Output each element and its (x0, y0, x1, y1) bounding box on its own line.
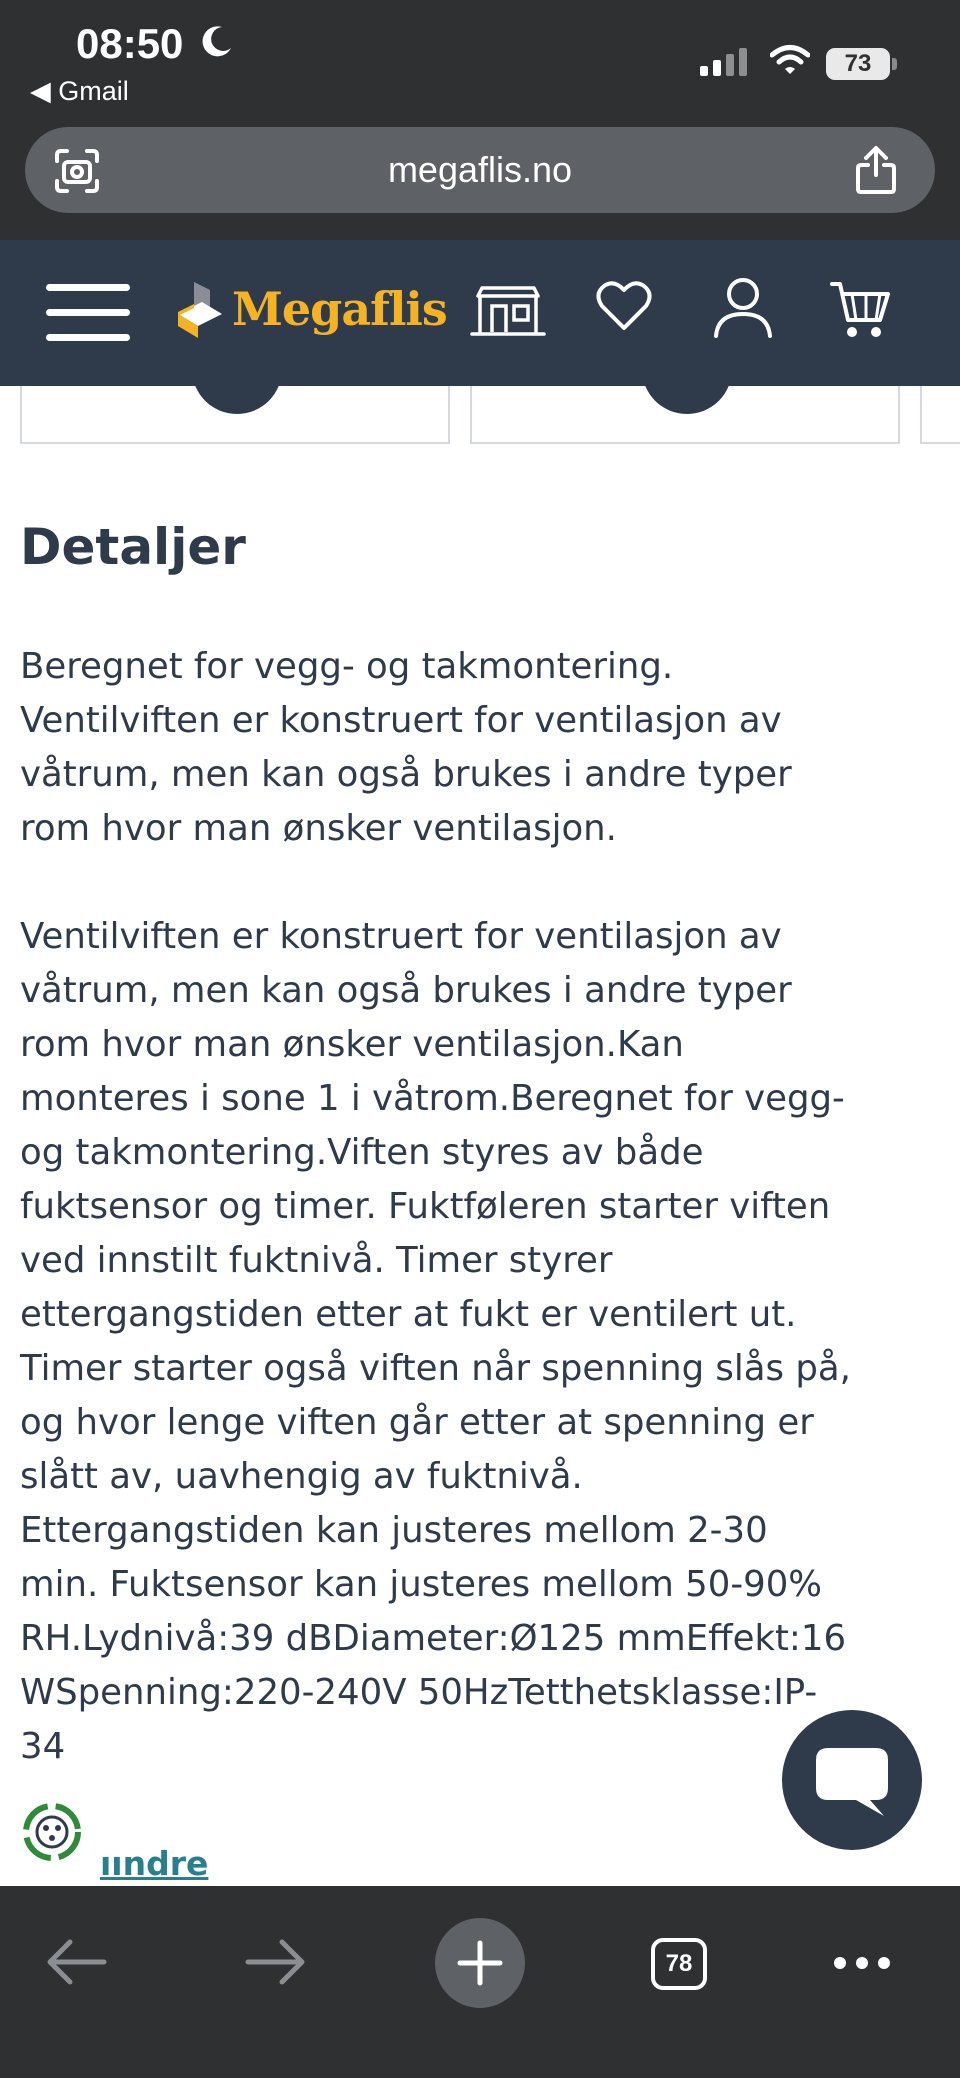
product-card[interactable] (920, 386, 960, 444)
hamburger-menu-icon[interactable] (46, 282, 130, 348)
chat-button[interactable] (782, 1710, 922, 1850)
share-icon[interactable] (853, 145, 899, 199)
battery-level: 73 (826, 48, 890, 80)
back-to-gmail-link[interactable]: ◀ Gmail (30, 76, 129, 106)
wifi-icon (770, 44, 810, 80)
card-icon-button[interactable] (642, 386, 732, 414)
moon-icon (200, 24, 234, 62)
heart-favorites-icon[interactable] (596, 280, 652, 336)
recycle-badge-icon[interactable] (16, 1796, 88, 1872)
product-card[interactable] (470, 386, 900, 444)
details-description: Beregnet for vegg- og takmontering. Ventilviften er konstruert for ventilasjon av våtrum, men kan også brukes i andre typer rom hvor man ønsker ventilasjon. Ventilviften er konstruert for ventilasjon av våtrum, men kan også brukes i andre typer rom hvor man ønsker ventilasjon.Kan monteres i sone 1 i våtrom.Beregnet for vegg- og takmontering.Viften styres av både fuktsensor og timer. Fuktføleren starter viften ved innstilt fuktnivå. Timer styrer ettergangstiden etter at fukt er ventilert ut. Timer starter også viften når spenning slås på, og hvor lenge viften går etter at spenning er slått av, uavhengig av fuktnivå. Ettergangstiden kan justeres mellom 2-30 min. Fuktsensor kan justeres mellom 50-90% RH.Lydnivå:39 dBDiameter:Ø125 mmEffekt:16 WSpenning:220-240V 50HzTetthetsklasse:IP- 34 (20, 646, 851, 1767)
show-less-link[interactable]: ıındre (100, 1844, 209, 1883)
status-time: 08:50 (76, 20, 184, 67)
browser-toolbar (0, 1886, 960, 2078)
more-options-icon[interactable] (832, 1954, 892, 1976)
status-bar (0, 0, 960, 240)
shopping-cart-icon[interactable] (830, 280, 892, 344)
chat-bubble-icon (812, 1744, 892, 1824)
battery-cap (892, 58, 897, 70)
product-card[interactable] (20, 386, 450, 444)
logo-mark-icon (176, 278, 224, 346)
plus-icon (456, 1939, 504, 1987)
logo-text: Megaflis (232, 282, 447, 336)
address-bar[interactable] (25, 127, 935, 213)
site-header (0, 240, 960, 386)
new-tab-button[interactable] (435, 1918, 525, 2008)
details-heading: Detaljer (20, 518, 246, 576)
back-arrow-icon[interactable] (44, 1938, 108, 1990)
card-icon-button[interactable] (192, 386, 282, 414)
store-icon[interactable] (470, 286, 546, 342)
url-text[interactable]: megaflis.no (387, 149, 573, 190)
forward-arrow-icon[interactable] (244, 1938, 308, 1990)
user-account-icon[interactable] (712, 276, 774, 344)
cellular-signal-icon (700, 46, 750, 82)
tab-count-button[interactable]: 78 (651, 1938, 707, 1990)
